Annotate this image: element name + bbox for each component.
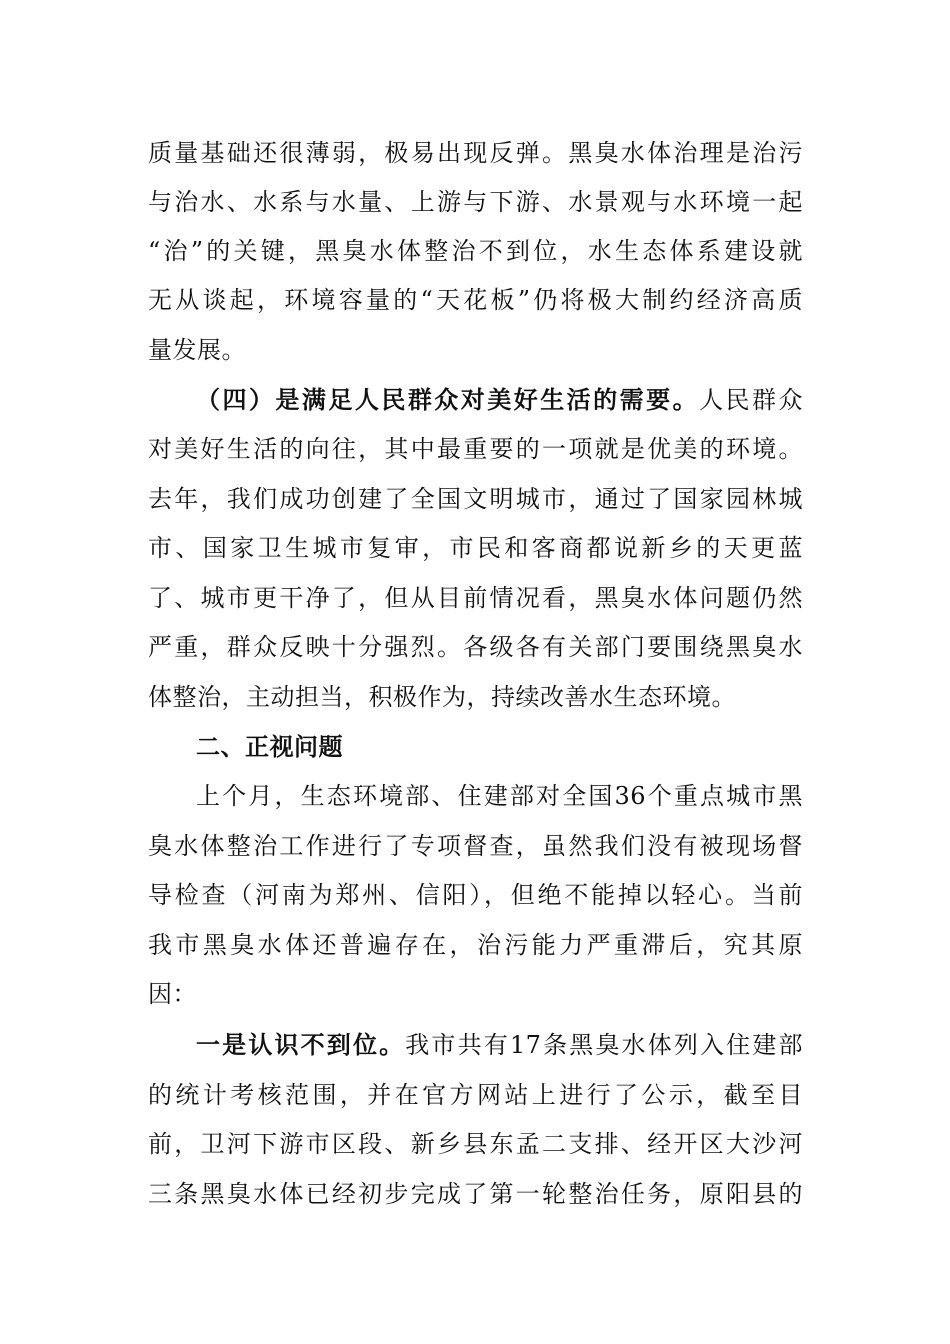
text-line: 导检查（河南为郑州、信阳），但绝不能掉以轻心。当前 [148, 881, 803, 909]
text-line: 前，卫河下游市区段、新乡县东孟二支排、经开区大沙河 [148, 1130, 803, 1158]
lead-rest: 我市共有17条黑臭水体列入住建部 [405, 1031, 804, 1059]
text-line: 三条黑臭水体已经初步完成了第一轮整治任务，原阳县的 [148, 1180, 803, 1208]
text-line: 与治水、水系与水量、上游与下游、水景观与水环境一起 [148, 188, 803, 216]
text-line: 了、城市更干净了，但从目前情况看，黑臭水体问题仍然 [148, 584, 803, 612]
lead-rest: 人民群众 [699, 386, 804, 414]
text-line [196, 1020, 803, 1070]
text-line [196, 375, 803, 425]
bold-lead: （四）是满足人民群众对美好生活的需要。 [196, 385, 700, 414]
bold-lead: 一是认识不到位。 [196, 1030, 406, 1059]
text-line: 质量基础还很薄弱，极易出现反弹。黑臭水体治理是治污 [148, 139, 803, 167]
text-line: 上个月，生态环境部、住建部对全国36个重点城市黑 [196, 782, 803, 810]
text-line: 量发展。 [148, 336, 246, 364]
text-line: 市、国家卫生城市复审，市民和客商都说新乡的天更蓝 [148, 534, 803, 562]
text-line: “治”的关键，黑臭水体整治不到位，水生态体系建设就 [148, 237, 803, 265]
text-line: 臭水体整治工作进行了专项督查，虽然我们没有被现场督 [148, 832, 803, 860]
text-line: 严重，群众反映十分强烈。各级各有关部门要围绕黑臭水 [148, 633, 803, 661]
text-line: 我市黑臭水体还普遍存在，治污能力严重滞后，究其原 [148, 931, 803, 959]
text-line: 去年，我们成功创建了全国文明城市，通过了国家园林城 [148, 485, 803, 513]
text-line: 体整治，主动担当，积极作为，持续改善水生态环境。 [148, 683, 736, 711]
section-heading: 二、正视问题 [196, 733, 343, 761]
text-line: 对美好生活的向往，其中最重要的一项就是优美的环境。 [148, 435, 803, 463]
text-line: 的统计考核范围，并在官方网站上进行了公示，截至目 [148, 1081, 803, 1109]
text-line: 无从谈起，环境容量的“天花板”仍将极大制约经济高质 [148, 286, 803, 314]
text-line: 因： [148, 980, 197, 1008]
